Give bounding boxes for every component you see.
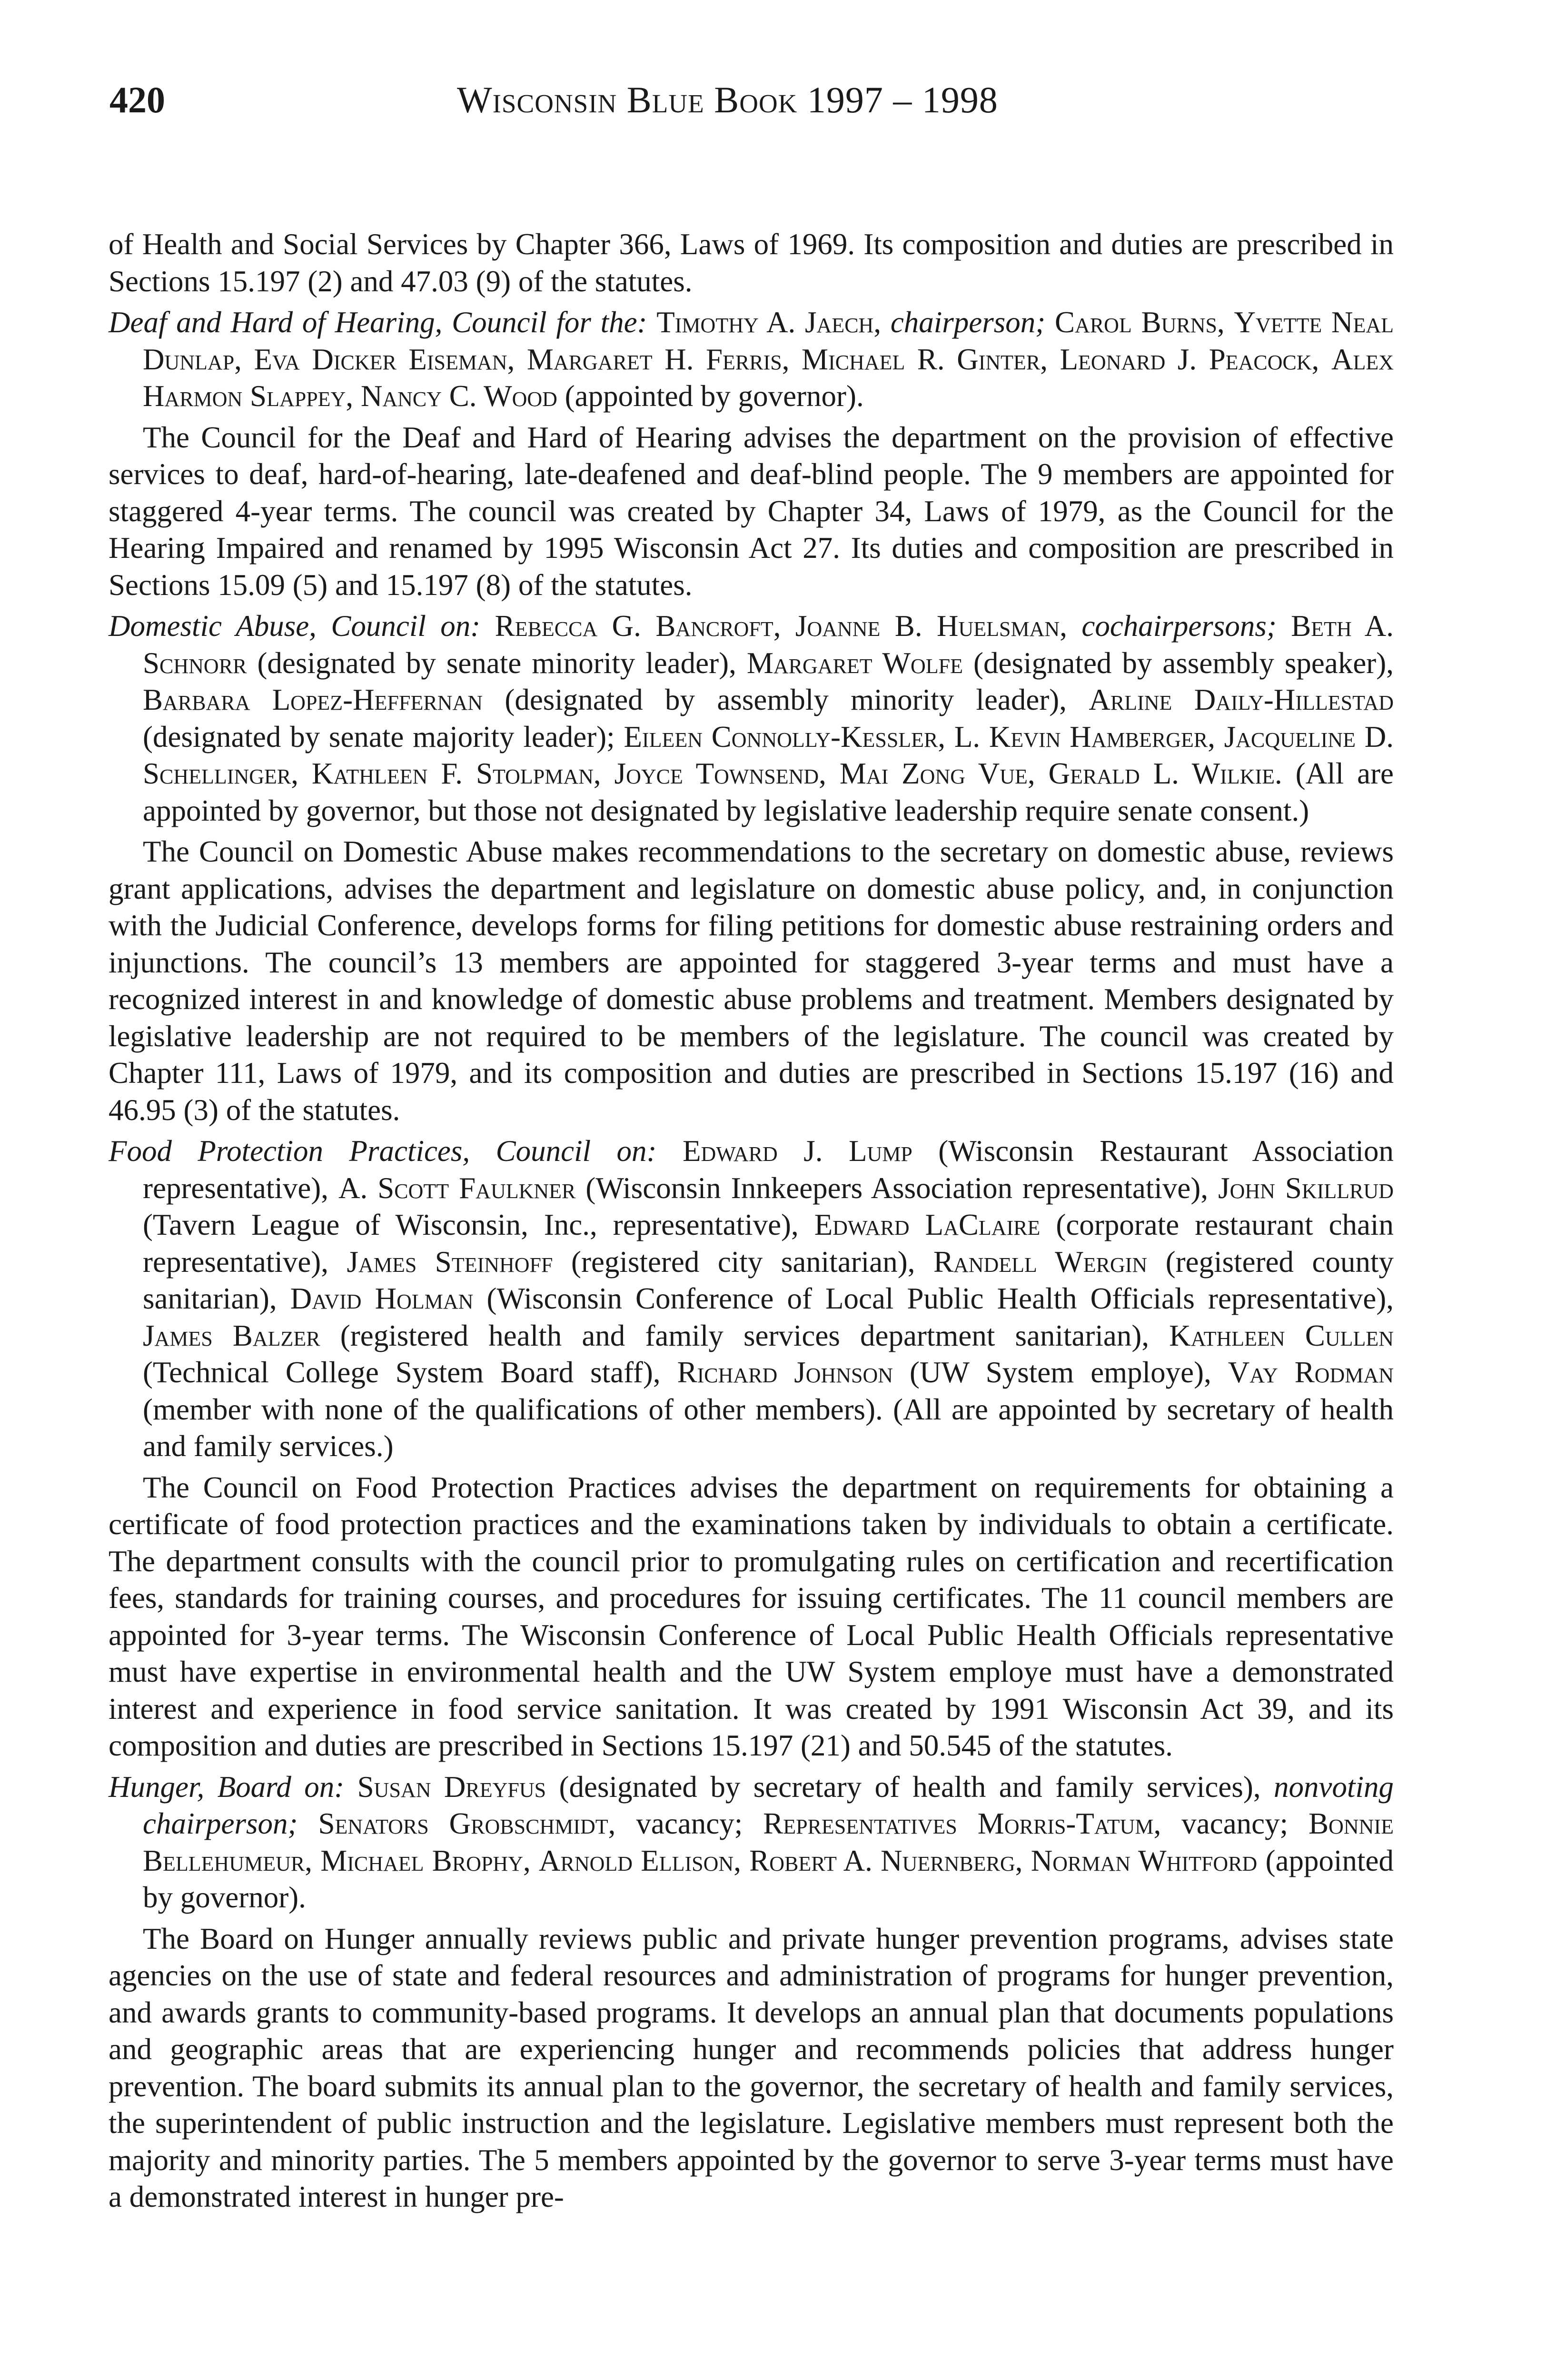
entry-heading: Food Protection Practices, Council on: xyxy=(109,1134,657,1168)
member-name: Norman Whitford xyxy=(1031,1844,1258,1877)
member-role: cochairpersons; xyxy=(1081,609,1277,643)
member-name: Edward J. Lump xyxy=(682,1134,912,1168)
member-name: Joanne B. Huelsman xyxy=(795,609,1060,643)
member-designation: (designated by senate majority leader); xyxy=(143,720,615,754)
member-name: Eileen Connolly-Kessler xyxy=(624,720,938,754)
member-name: Bonnie Bellehumeur xyxy=(143,1807,1394,1877)
member-name: Mai Zong Vue xyxy=(839,757,1028,790)
member-name: Edward LaClaire xyxy=(814,1208,1041,1241)
food-protection-council-description: The Council on Food Protection Practices advises the department on requirements for obtaining a certificate of food protection practices and the examinations taken by individuals to obtain a certificate. The department consults with the council prior to promulgating rules on certification and recertification fees, standards for training courses, and procedures for issuing certificates. The 11 council members are appointed for 3-year terms. The Wisconsin Conference of Local Public Health Officials representative must have expertise in environmental health and the UW System employe must have a demonstrated interest and experience in food service sanitation. It was created by 1991 Wisconsin Act 39, and its composition and duties are prescribed in Sections 15.197 (21) and 50.545 of the statutes. xyxy=(109,1470,1394,1762)
page-body xyxy=(109,226,1394,2220)
member-designation: (designated by secretary of health and family services), xyxy=(559,1770,1261,1804)
member-name: Yvette Neal Dunlap xyxy=(143,306,1394,376)
member-name: Senators Grobschmidt xyxy=(318,1807,608,1840)
appointment-note: (appointed by governor). xyxy=(143,1844,1394,1914)
member-name: Susan Dreyfus xyxy=(357,1770,546,1804)
member-designation: (designated by assembly minority leader), xyxy=(505,683,1067,716)
page-number: 420 xyxy=(109,79,165,120)
running-title: Wisconsin Blue Book 1997 – 1998 xyxy=(457,79,998,120)
member-name: A. Scott Faulkner xyxy=(338,1171,576,1205)
member-name: Representatives Morris-Tatum xyxy=(763,1807,1154,1840)
member-name: Robert A. Nuernberg xyxy=(749,1844,1015,1877)
member-name: James Balzer xyxy=(143,1319,320,1352)
deaf-council-entry: Deaf and Hard of Hearing, Council for the: Timothy A. Jaech, chairperson; Carol Burns, Yvette Neal Dunlap, Eva Dicker Eiseman, Margaret H. Ferris, Michael R. Ginter, Leonard J. Peacock, Alex Harmon Slappey, Nancy C. Wood (appointed by governor). xyxy=(109,306,1394,413)
member-name: Beth A. Schnorr xyxy=(143,609,1394,680)
member-name: James Steinhoff xyxy=(347,1245,553,1279)
member-name: Leonard J. Peacock xyxy=(1060,342,1312,376)
member-role: chairperson; xyxy=(890,306,1046,339)
member-designation: (Tavern League of Wisconsin, Inc., representative), xyxy=(143,1208,799,1241)
page-header xyxy=(109,79,1395,131)
member-name: Margaret H. Ferris xyxy=(526,342,782,376)
member-name: John Skillrud xyxy=(1218,1171,1394,1205)
domestic-abuse-council-description: The Council on Domestic Abuse makes recommendations to the secretary on domestic abuse, reviews grant applications, advises the department and legislature on domestic abuse policy, and, in conjunction with the Judicial Conference, develops forms for filing petitions for domestic abuse restraining orders and injunctions. The council’s 13 members are appointed for staggered 3-year terms and must have a recognized interest in and knowledge of domestic abuse problems and treatment. Members designated by legislative leadership are not required to be members of the legislature. The council was created by Chapter 111, Laws of 1979, and its composition and duties are prescribed in Sections 15.197 (16) and 46.95 (3) of the statutes. xyxy=(109,835,1394,1127)
member-name: Timothy A. Jaech xyxy=(656,306,874,339)
member-name: Vay Rodman xyxy=(1228,1356,1394,1389)
member-name: David Holman xyxy=(290,1282,474,1315)
member-designation: (UW System employe), xyxy=(910,1356,1211,1389)
member-name: Alex Harmon Slappey xyxy=(143,342,1394,413)
member-name: Rebecca G. Bancroft xyxy=(495,609,773,643)
member-name: Michael Brophy xyxy=(320,1844,523,1877)
member-name: Joyce Townsend xyxy=(614,757,819,790)
member-name: Randell Wergin xyxy=(933,1245,1148,1279)
member-name: Kathleen Cullen xyxy=(1169,1319,1394,1352)
member-name: Margaret Wolfe xyxy=(746,646,963,680)
member-designation: (Wisconsin Conference of Local Public Health Officials representative), xyxy=(486,1282,1394,1315)
domestic-abuse-council-entry: Domestic Abuse, Council on: Rebecca G. Bancroft, Joanne B. Huelsman, cochairpersons; Beth A. Schnorr (designated by senate minority leader), Margaret Wolfe (designated by assembly speaker), Barbara Lopez-Heffernan (designated by assembly minority leader), Arline Daily-Hillestad (designated by senate majority leader); Eileen Connolly-Kessler, L. Kevin Hamberger, Jacqueline D. Schellinger, Kathleen F. Stolpman, Joyce Townsend, Mai Zong Vue, Gerald L. Wilkie. (All are appointed by governor, but those not designated by legislative leadership require senate consent.) xyxy=(109,609,1394,827)
member-designation: (registered city sanitarian), xyxy=(571,1245,915,1279)
appointment-note: . (All are appointed by governor, but those not designated by legislative leadership require senate consent.) xyxy=(143,757,1394,827)
member-name: Nancy C. Wood xyxy=(360,379,557,413)
member-name: Kathleen F. Stolpman xyxy=(311,757,594,790)
member-name: Jacqueline D. Schellinger xyxy=(143,720,1394,790)
member-name: Arline Daily-Hillestad xyxy=(1089,683,1394,716)
member-designation: (Wisconsin Innkeepers Association representative), xyxy=(585,1171,1209,1205)
member-name: Barbara Lopez-Heffernan xyxy=(143,683,483,716)
member-designation: , vacancy; xyxy=(608,1807,743,1840)
deaf-council-description: The Council for the Deaf and Hard of Hearing advises the department on the provision of effective services to deaf, hard-of-hearing, late-deafened and deaf-blind people. The 9 members are appointed for staggered 4-year terms. The council was created by Chapter 34, Laws of 1979, as the Council for the Hearing Impaired and renamed by 1995 Wisconsin Act 27. Its duties and composition are prescribed in Sections 15.09 (5) and 15.197 (8) of the statutes. xyxy=(109,420,1394,602)
member-name: L. Kevin Hamberger xyxy=(954,720,1208,754)
member-designation: (designated by assembly speaker), xyxy=(973,646,1394,680)
member-designation: (designated by senate minority leader), xyxy=(257,646,736,680)
member-name: Eva Dicker Eiseman xyxy=(254,342,507,376)
appointment-note: (appointed by governor). xyxy=(565,379,864,413)
member-name: Michael R. Ginter xyxy=(802,342,1041,376)
member-name: Arnold Ellison xyxy=(538,1844,734,1877)
member-designation: (member with none of the qualifications of other members). (All are appointed by secretary of health and family services.) xyxy=(143,1392,1394,1463)
member-designation: (registered health and family services department sanitarian), xyxy=(340,1319,1150,1352)
member-role: nonvoting chairperson; xyxy=(143,1770,1394,1840)
member-designation: (Technical College System Board staff), xyxy=(143,1356,661,1389)
member-designation: (corporate restaurant chain representative), xyxy=(143,1208,1394,1279)
entry-heading: Domestic Abuse, Council on: xyxy=(109,609,481,643)
member-designation: (registered county sanitarian), xyxy=(143,1245,1394,1315)
member-name: Richard Johnson xyxy=(677,1356,893,1389)
hunger-board-entry: Hunger, Board on: Susan Dreyfus (designated by secretary of health and family services), nonvoting chairperson; Senators Grobschmidt, vacancy; Representatives Morris-Tatum, vacancy; Bonnie Bellehumeur, Michael Brophy, Arnold Ellison, Robert A. Nuernberg, Norman Whitford (appointed by governor). xyxy=(109,1770,1394,1914)
member-designation: (Wisconsin Restaurant Association representative), xyxy=(143,1134,1394,1205)
hunger-board-description: The Board on Hunger annually reviews public and private hunger prevention programs, advises state agencies on the use of state and federal resources and administration of programs for hunger prevention, and awards grants to community-based programs. It develops an annual plan that documents populations and geographic areas that are experiencing hunger and recommends policies that address hunger prevention. The board submits its annual plan to the governor, the secretary of health and family services, the superintendent of public instruction and the legislature. Legislative members must represent both the majority and minority parties. The 5 members appointed by the governor to serve 3-year terms must have a demonstrated interest in hunger pre- xyxy=(109,1922,1394,2213)
continued-paragraph: of Health and Social Services by Chapter 366, Laws of 1969. Its composition and duties are prescribed in Sections 15.197 (2) and 47.03 (9) of the statutes. xyxy=(109,228,1394,298)
member-name: Gerald L. Wilkie xyxy=(1048,757,1275,790)
food-protection-council-entry xyxy=(109,1133,1394,1465)
member-name: Carol Burns xyxy=(1055,306,1217,339)
entry-heading: Hunger, Board on: xyxy=(109,1770,345,1804)
entry-heading: Deaf and Hard of Hearing, Council for the: xyxy=(109,306,647,339)
member-designation: , vacancy; xyxy=(1153,1807,1288,1840)
